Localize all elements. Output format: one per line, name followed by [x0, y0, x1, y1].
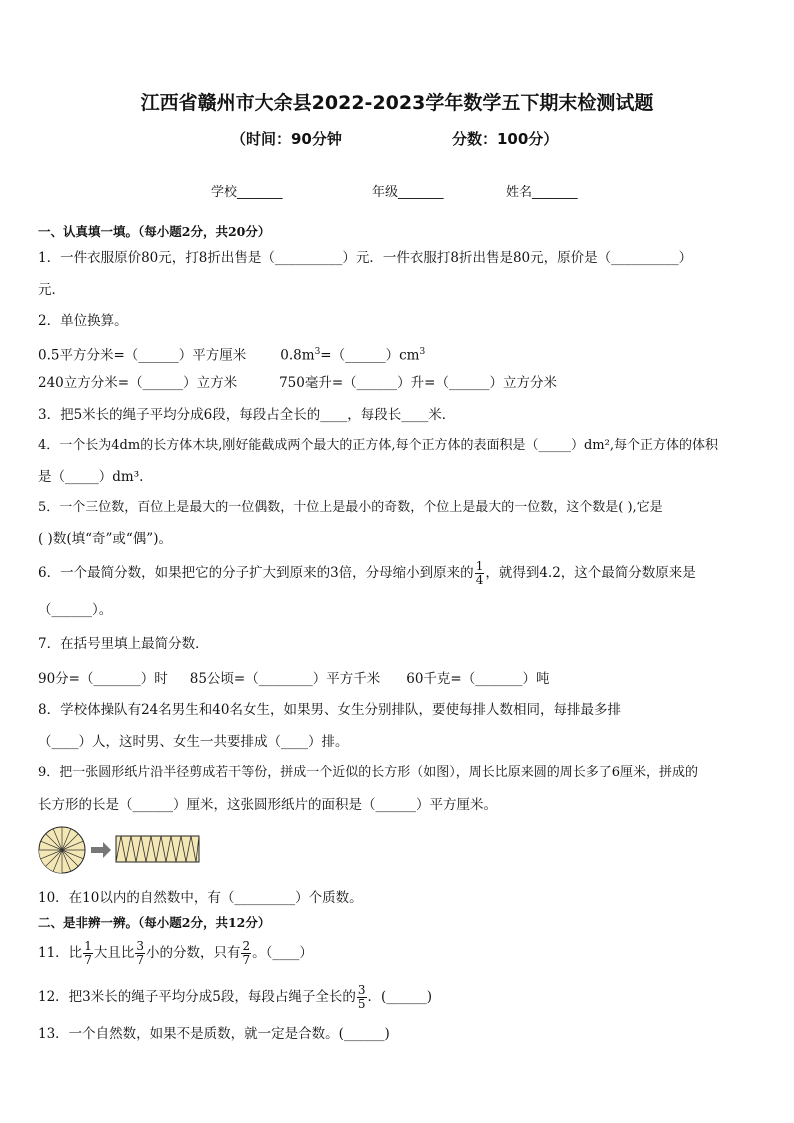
q11-f1-denominator: 7: [84, 953, 92, 967]
q12-numerator: 3: [357, 983, 366, 997]
q11-text-3: 小的分数，只有: [145, 945, 241, 961]
question-4-line-2: 是（_____）dm³.: [38, 469, 144, 485]
exam-time: （时间：90分钟: [231, 130, 342, 148]
q11-f2-denominator: 7: [136, 953, 144, 967]
question-10: 10．在10以内的自然数中，有（_________）个质数。: [38, 890, 363, 906]
question-2-row-2: [38, 373, 557, 393]
q11-text-4: 。（____）: [252, 945, 313, 961]
q12-text-1: 12．把3米长的绳子平均分成5段，每段占绳子全长的: [38, 989, 356, 1005]
question-6-line-2: （______）。: [38, 602, 113, 618]
question-6-line-1: [38, 560, 696, 587]
q2-item-5: 750毫升=（______）升=（______）立方分米: [279, 375, 557, 391]
q2-item-2: 0.8m: [280, 347, 315, 364]
q7-item-1: 90分=（_______）时: [38, 671, 168, 687]
q7-item-2: 85公顷=（________）平方千米: [189, 671, 381, 687]
school-field: 学校_______: [211, 185, 283, 200]
q11-f3-numerator: 2: [242, 939, 251, 953]
q6-denominator: 4: [475, 573, 484, 587]
question-9-line-2: 长方形的长是（______）厘米，这张圆形纸片的面积是（______）平方厘米。: [38, 797, 497, 813]
question-5-line-1: 5．一个三位数，百位上是最大的一位偶数，十位上是最小的奇数，个位上是最大的一位数，这个数是( ),它是: [38, 500, 663, 515]
question-12: [38, 984, 432, 1011]
rectangle-sectors-icon: [116, 836, 199, 862]
q11-fraction-2: [135, 940, 145, 967]
q7-item-3: 60千克=（_______）吨: [406, 671, 550, 687]
question-1-line-1: 1．一件衣服原价80元，打8折出售是（__________）元．一件衣服打8折出售是80元，原价是（__________）: [38, 250, 693, 266]
exam-score: 分数：100分）: [452, 130, 559, 148]
question-5-line-2: ( )数(填“奇”或“偶”)。: [38, 531, 172, 547]
q2-item-4: 240立方分米=（______）立方米: [38, 375, 238, 391]
q11-fraction-1: [83, 940, 93, 967]
question-9-line-1: 9．把一张圆形纸片沿半径剪成若干等份，拼成一个近似的长方形（如图），周长比原来圆的周长多了6厘米，拼成的: [38, 765, 699, 780]
question-7-row: [38, 669, 550, 689]
question-2: 2．单位换算。: [38, 313, 128, 329]
question-4-line-1: 4．一个长为4dm的长方体木块,刚好能截成两个最大的正方体,每个正方体的表面积是（_____）dm²,每个正方体的体积: [38, 438, 718, 453]
question-11: [38, 940, 313, 967]
question-8-line-1: 8．学校体操队有24名男生和40名女生，如果男、女生分别排队，要使每排人数相同，每排最多排: [38, 702, 621, 718]
q12-denominator: 5: [357, 997, 366, 1011]
q6-text-1: 6．一个最简分数，如果把它的分子扩大到原来的3倍，分母缩小到原来的: [38, 565, 474, 581]
question-7: 7．在括号里填上最简分数．: [38, 636, 209, 652]
section-heading-1: 一、认真填一填。（每小题2分，共20分）: [38, 224, 271, 239]
circle-to-rectangle-figure: [38, 826, 208, 874]
q11-text-1: 11．比: [38, 945, 83, 961]
section-heading-2: 二、是非辨一辨。（每小题2分，共12分）: [38, 915, 271, 930]
page-title: 江西省赣州市大余县2022-2023学年数学五下期末检测试题: [140, 92, 654, 114]
q6-numerator: 1: [475, 559, 484, 573]
name-field: 姓名_______: [506, 185, 578, 200]
question-8-line-2: （____）人，这时男、女生一共要排成（____）排。: [38, 734, 349, 750]
q11-text-2: 大且比: [93, 945, 135, 961]
q12-fraction: [357, 984, 367, 1011]
q11-f1-numerator: 1: [84, 939, 92, 953]
q6-text-2: ，就得到4.2，这个最简分数原来是: [485, 565, 696, 581]
q2-item-1: 0.5平方分米=（______）平方厘米: [38, 347, 247, 364]
question-3: 3．把5米长的绳子平均分成6段，每段占全长的____，每段长____米．: [38, 407, 456, 423]
grade-field: 年级_______: [372, 185, 444, 200]
q2-item-3-sup: 3: [419, 347, 426, 357]
q12-text-2: ．(______): [367, 989, 433, 1005]
question-2-row-1: [38, 342, 425, 366]
question-1-line-2: 元．: [38, 282, 65, 298]
circle-sectors-icon: [39, 827, 85, 873]
arrow-right-icon: [91, 842, 111, 858]
q6-fraction: [475, 560, 485, 587]
q2-item-2-sup: 3: [314, 347, 321, 357]
q11-f2-numerator: 3: [136, 939, 144, 953]
q11-fraction-3: [241, 940, 251, 967]
q11-f3-denominator: 7: [242, 953, 251, 967]
question-13: 13．一个自然数，如果不是质数，就一定是合数。(______): [38, 1026, 390, 1042]
q2-item-3: =（______）cm: [320, 347, 420, 364]
